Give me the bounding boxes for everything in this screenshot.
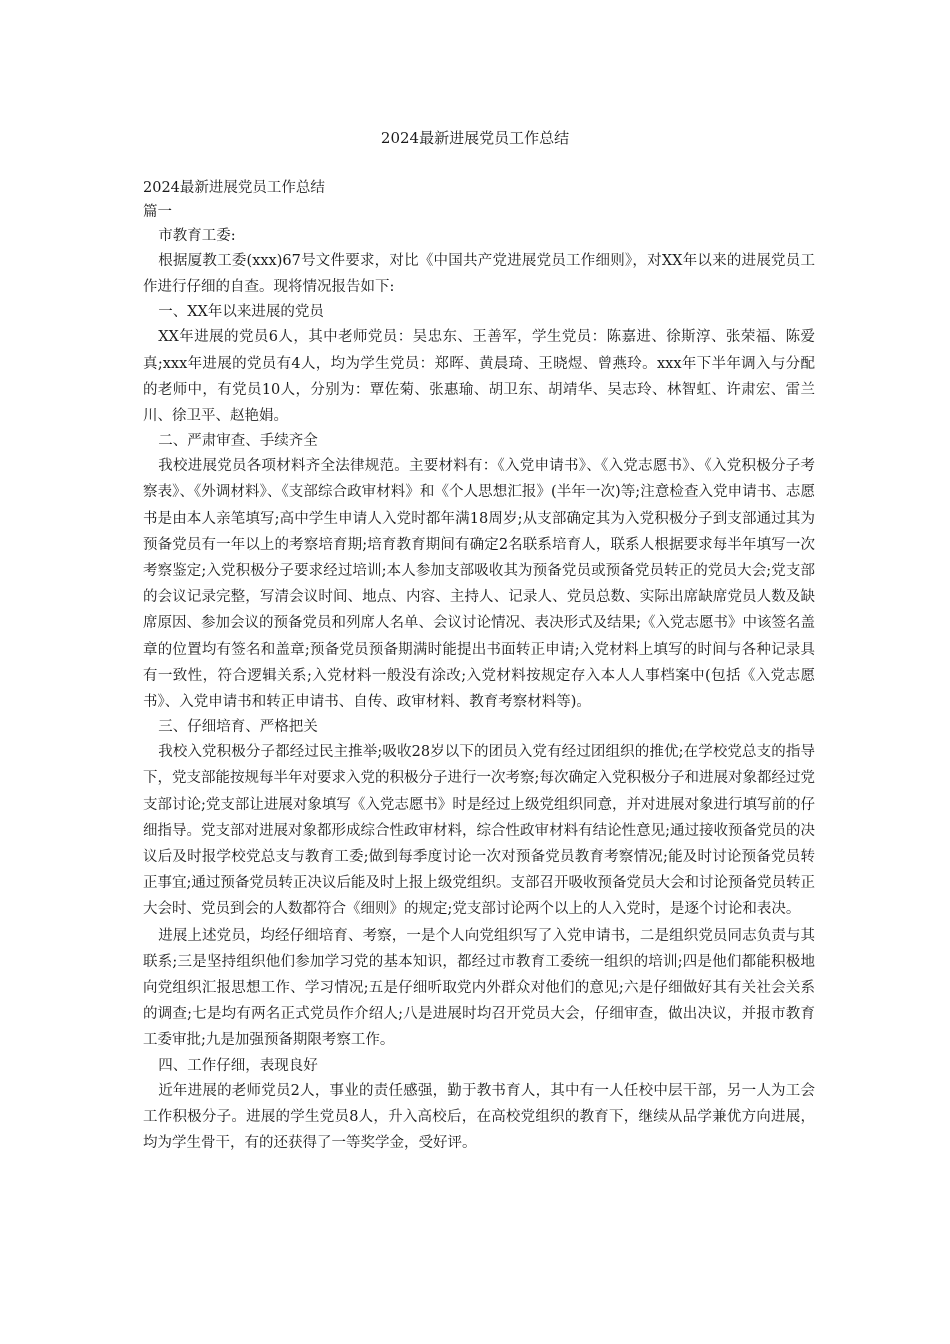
section-3-paragraph-1: 我校入党积极分子都经过民主推举;吸收28岁以下的团员入党有经过团组织的推优;在学校党总支的指导下，党支部能按规每半年对要求入党的积极分子进行一次考察;每次确定入党积极分子和进展对象都经过党支部讨论;党支部让进展对象填写《入党志愿书》时是经过上级党组织同意，并对进展对象进行填写前的仔细指导。党支部对进展对象都形成综合性政审材料，综合性政审材料有结论性意见;通过接收预备党员的决议后及时报学校党总支与教育工委;做到每季度讨论一次对预备党员教育考察情况;能及时讨论预备党员转正事宜;通过预备党员转正决议后能及时上报上级党组织。支部召开吸收预备党员大会和讨论预备党员转正大会时、党员到会的人数都符合《细则》的规定;党支部讨论两个以上的人入党时，是逐个讨论和表决。 xyxy=(143,744,815,918)
section-heading-2: 二、严肃审查、手续齐全 xyxy=(158,433,318,450)
addressee: 市教育工委: xyxy=(158,228,236,244)
section-1-paragraph: XX年进展的党员6人，其中老师党员：吴忠东、王善军，学生党员：陈嘉进、徐斯淳、张荣福、陈爱真;xxx年进展的党员有4人，均为学生党员：郑晖、黄晨琦、王晓煜、曾燕玲。xxx年下半年调入与分配的老师中，有党员10人，分别为：覃佐菊、张惠瑜、胡卫东、胡靖华、吴志玲、林智虹、许肃宏、雷兰川、徐卫平、赵艳娟。 xyxy=(143,329,815,425)
section-heading-4: 四、工作仔细，表现良好 xyxy=(158,1057,318,1074)
section-4-paragraph: 近年进展的老师党员2人，事业的责任感强，勤于教书育人，其中有一人任校中层干部，另一人为工会工作积极分子。进展的学生党员8人，升入高校后，在高校党组织的教育下，继续从品学兼优方向进展，均为学生骨干，有的还获得了一等奖学金，受好评。 xyxy=(143,1082,815,1152)
section-heading-3: 三、仔细培育、严格把关 xyxy=(158,719,318,736)
section-heading-1: 一、XX年以来进展的党员 xyxy=(158,304,324,321)
intro-paragraph: 根据厦教工委(xxx)67号文件要求，对比《中国共产党进展党员工作细则》，对XX年以来的进展党员工作进行仔细的自查。现将情况报告如下: xyxy=(143,253,815,296)
part-label: 篇一 xyxy=(143,204,172,220)
section-3-paragraph-2: 进展上述党员，均经仔细培育、考察，一是个人向党组织写了入党申请书，二是组织党员同志负责与其联系;三是坚持组织他们参加学习党的基本知识，都经过市教育工委统一组织的培训;四是他们都能积极地向党组织汇报思想工作、学习情况;五是仔细听取党内外群众对他们的意见;六是仔细做好其有关社会关系的调查;七是均有两名正式党员作介绍人;八是进展时均召开党员大会，仔细审查，做出决议，并报市教育工委审批;九是加强预备期限考察工作。 xyxy=(143,927,815,1049)
section-2-paragraph: 我校进展党员各项材料齐全法律规范。主要材料有：《入党申请书》、《入党志愿书》、《入党积极分子考察表》、《外调材料》、《支部综合政审材料》和《个人思想汇报》(半年一次)等;注意检查入党申请书、志愿书是由本人亲笔填写;高中学生申请人入党时都年满18周岁;从支部确定其为入党积极分子到支部通过其为预备党员有一年以上的考察培育期;培育教育期间有确定2名联系培育人，联系人根据要求每半年填写一次考察鉴定;入党积极分子要求经过培训;本人参加支部吸收其为预备党员或预备党员转正的党员大会;党支部的会议记录完整，写清会议时间、地点、内容、主持人、记录人、党员总数、实际出席缺席党员人数及缺席原因、参加会议的预备党员和列席人名单、会议讨论情况、表决形式及结果;《入党志愿书》中该签名盖章的位置均有签名和盖章;预备党员预备期满时能提出书面转正申请;入党材料上填写的时间与各种记录具有一致性，符合逻辑关系;入党材料一般没有涂改;入党材料按规定存入本人人事档案中(包括《入党志愿书》、入党申请书和转正申请书、自传、政审材料、教育考察材料等)。 xyxy=(143,458,815,711)
document-title: 2024最新进展党员工作总结 xyxy=(380,129,570,147)
document-subtitle: 2024最新进展党员工作总结 xyxy=(143,180,325,196)
document-body xyxy=(143,176,815,1156)
